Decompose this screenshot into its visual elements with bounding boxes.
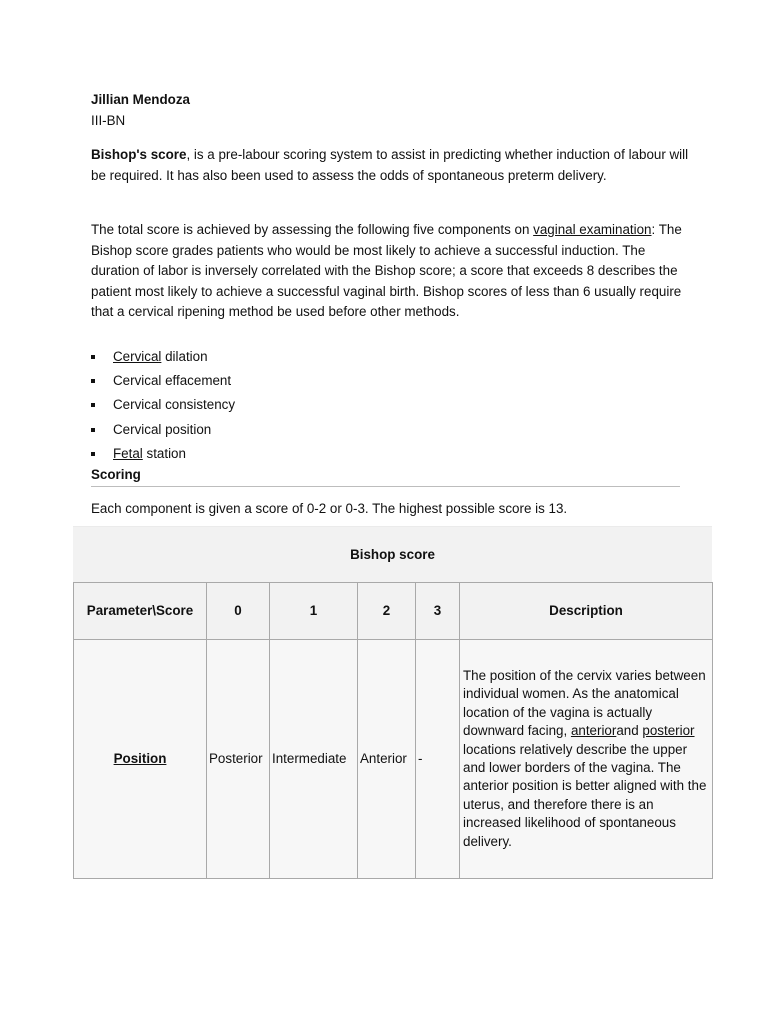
list-item: Cervical position xyxy=(91,420,235,444)
header-score-3: 3 xyxy=(416,583,460,640)
header-description: Description xyxy=(460,583,713,640)
intro-paragraph xyxy=(91,145,691,186)
header-score-2: 2 xyxy=(358,583,416,640)
intro-term: Bishop's score xyxy=(91,147,187,162)
bishop-score-table xyxy=(73,526,712,879)
cell-score-0: Posterior xyxy=(207,640,270,879)
posterior-link[interactable]: posterior xyxy=(642,723,695,739)
anterior-link[interactable]: anterior xyxy=(570,723,617,739)
scoring-paragraph: Each component is given a score of 0-2 or 0-3. The highest possible score is 13. xyxy=(91,501,568,516)
list-item: Cervical effacement xyxy=(91,371,235,395)
components-text-before: The total score is achieved by assessing the following five components on xyxy=(91,222,534,237)
header-score-0: 0 xyxy=(207,583,270,640)
components-list xyxy=(91,347,235,468)
header-score-1: 1 xyxy=(270,583,358,640)
components-text-after: : The Bishop score grades patients who would be most likely to achieve a successful induction. The duration of labor is inversely correlated with the Bishop score; a score that exceeds 8 describes the patient most likely to achieve a successful vaginal birth. Bishop scores of less than 6 usually require that a cervical ripening method be used before other methods. xyxy=(91,222,682,319)
header-parameter: Parameter\Score xyxy=(74,583,207,640)
components-paragraph xyxy=(91,220,691,323)
cell-description: The position of the cervix varies between individual women. As the anatomical location of the vagina is actually downward facing, anteriorand posterior locations relatively describe the upper and lower borders of the vagina. The anterior position is better aligned with the uterus, and therefore there is an increased likelihood of spontaneous delivery. xyxy=(460,640,713,879)
table-row xyxy=(74,640,713,879)
cell-score-1: Intermediate xyxy=(270,640,358,879)
author-section: III-BN xyxy=(91,112,126,128)
intro-text: , is a pre-labour scoring system to assist in predicting whether induction of labour will be required. It has also been used to assess the odds of spontaneous preterm delivery. xyxy=(91,147,689,183)
vaginal-examination-link[interactable]: vaginal examination xyxy=(533,222,652,237)
cervical-link[interactable]: Cervical xyxy=(113,349,162,364)
scoring-heading: Scoring xyxy=(91,465,680,487)
score-table xyxy=(73,582,713,879)
cell-score-2: Anterior xyxy=(358,640,416,879)
cell-score-3: - xyxy=(416,640,460,879)
table-caption: Bishop score xyxy=(73,526,712,582)
author-name: Jillian Mendoza xyxy=(91,92,190,107)
list-item: Fetal station xyxy=(91,444,235,468)
position-link[interactable]: Position xyxy=(74,640,207,879)
list-item: Cervical dilation xyxy=(91,347,235,371)
table-header-row xyxy=(74,583,713,640)
author-block xyxy=(91,90,190,131)
fetal-link[interactable]: Fetal xyxy=(113,445,143,461)
list-item: Cervical consistency xyxy=(91,395,235,419)
